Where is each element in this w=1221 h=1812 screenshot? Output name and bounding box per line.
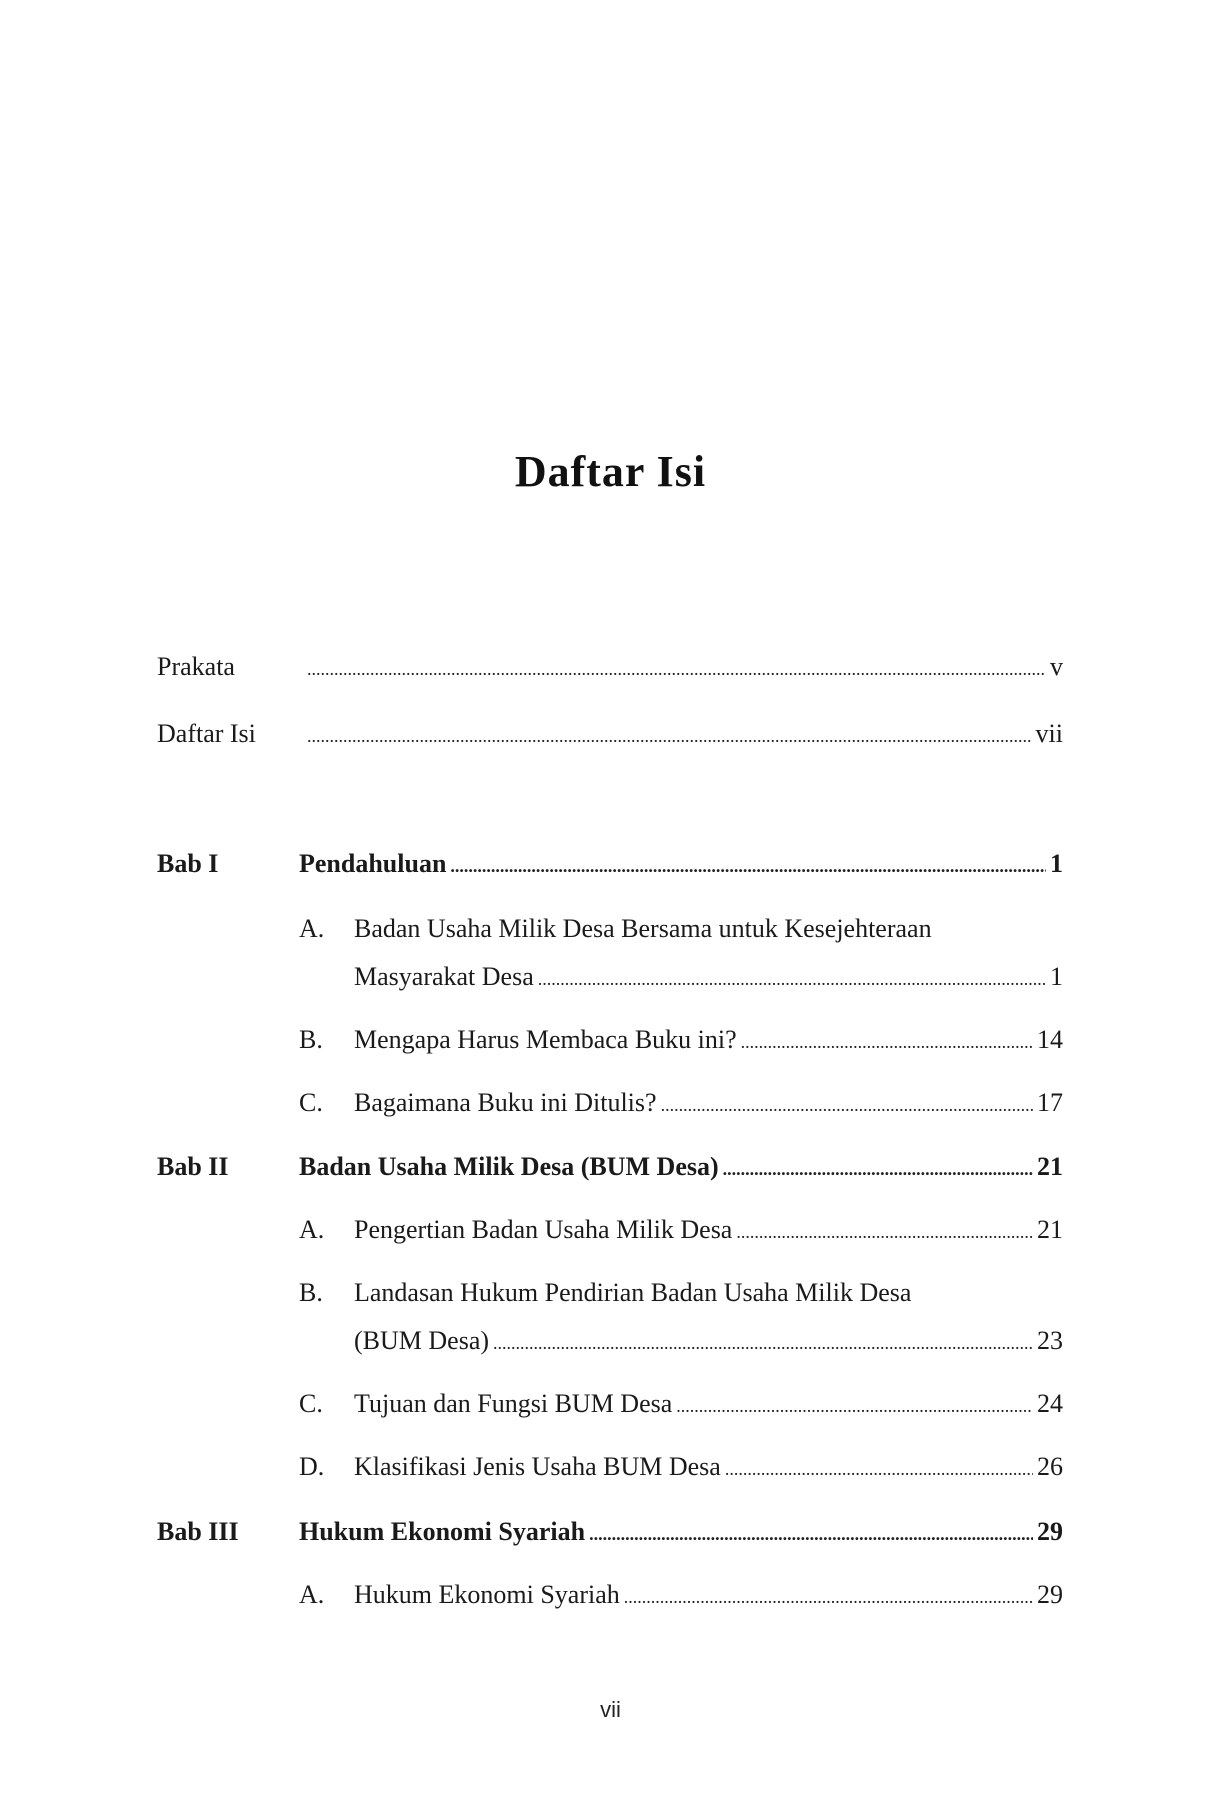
section-title: Masyarakat Desa: [354, 962, 534, 991]
section-letter: C.: [299, 1088, 323, 1117]
section-letter: C.: [299, 1389, 323, 1418]
section-title: Bagaimana Buku ini Ditulis?: [354, 1088, 657, 1117]
section-title: Hukum Ekonomi Syariah: [354, 1580, 620, 1609]
section-title-line: Badan Usaha Milik Desa Bersama untuk Kesejehteraan: [354, 914, 932, 943]
toc-section-entry: [354, 960, 1063, 996]
section-title: Mengapa Harus Membaca Buku ini?: [354, 1025, 737, 1054]
toc-section-entry: [354, 1324, 1063, 1360]
toc-page-number: 29: [1037, 1517, 1063, 1546]
section-letter: D.: [299, 1452, 325, 1481]
dot-leader: [307, 652, 1046, 686]
toc-page-number: 14: [1037, 1025, 1063, 1054]
toc-section-entry: [354, 1086, 1063, 1122]
dot-leader: [723, 1152, 1033, 1186]
toc-page-number: 29: [1037, 1580, 1063, 1609]
toc-entry-prakata: [157, 650, 1063, 686]
dot-leader: [307, 719, 1032, 753]
toc-page-number: 17: [1037, 1088, 1063, 1117]
toc-section-entry: [354, 1213, 1063, 1249]
toc-page-number: 1: [1050, 962, 1063, 991]
section-letter: B.: [299, 1278, 323, 1307]
dot-leader: [624, 1580, 1033, 1614]
chapter-label: Bab III: [157, 1517, 239, 1546]
toc-page-number: 1: [1050, 849, 1063, 878]
toc-entry-daftar-isi: [157, 717, 1063, 753]
toc-section-entry: [354, 1387, 1063, 1423]
dot-leader: [538, 962, 1046, 996]
chapter-title: Pendahuluan: [299, 849, 447, 878]
toc-page-number: 21: [1037, 1215, 1063, 1244]
section-letter: A.: [299, 914, 325, 943]
dot-leader: [589, 1517, 1033, 1551]
toc-entry-label: Prakata: [157, 652, 235, 681]
toc-chapter-entry: [299, 1515, 1063, 1551]
toc-page-number: 23: [1037, 1326, 1063, 1355]
section-letter: A.: [299, 1580, 325, 1609]
dot-leader: [450, 849, 1046, 883]
chapter-title: Hukum Ekonomi Syariah: [299, 1517, 586, 1546]
toc-section-entry: [354, 1023, 1063, 1059]
section-letter: A.: [299, 1215, 325, 1244]
section-title: Tujuan dan Fungsi BUM Desa: [354, 1389, 673, 1418]
toc-chapter-entry: [299, 847, 1063, 883]
footer-page-number: vii: [600, 1697, 621, 1722]
dot-leader: [725, 1452, 1033, 1486]
toc-page-number: 21: [1037, 1152, 1063, 1181]
section-letter: B.: [299, 1025, 323, 1054]
section-title: Klasifikasi Jenis Usaha BUM Desa: [354, 1452, 721, 1481]
chapter-label: Bab I: [157, 849, 219, 878]
page-title: Daftar Isi: [514, 447, 707, 496]
dot-leader: [741, 1025, 1033, 1059]
dot-leader: [661, 1088, 1033, 1122]
toc-chapter-entry: [299, 1150, 1063, 1186]
toc-page-number: 26: [1037, 1452, 1063, 1481]
chapter-title: Badan Usaha Milik Desa (BUM Desa): [299, 1152, 719, 1181]
toc-page-number: vii: [1035, 719, 1063, 748]
toc-section-entry: [354, 1578, 1063, 1614]
section-title: (BUM Desa): [354, 1326, 490, 1355]
toc-page-number: 24: [1037, 1389, 1063, 1418]
chapter-label: Bab II: [157, 1152, 229, 1181]
dot-leader: [736, 1215, 1033, 1249]
dot-leader: [676, 1389, 1033, 1423]
toc-section-entry: [354, 1450, 1063, 1486]
dot-leader: [493, 1326, 1033, 1360]
section-title: Pengertian Badan Usaha Milik Desa: [354, 1215, 733, 1244]
toc-page-number: v: [1050, 652, 1063, 681]
toc-entry-label: Daftar Isi: [157, 719, 256, 748]
section-title-line: Landasan Hukum Pendirian Badan Usaha Milik Desa: [354, 1278, 912, 1307]
